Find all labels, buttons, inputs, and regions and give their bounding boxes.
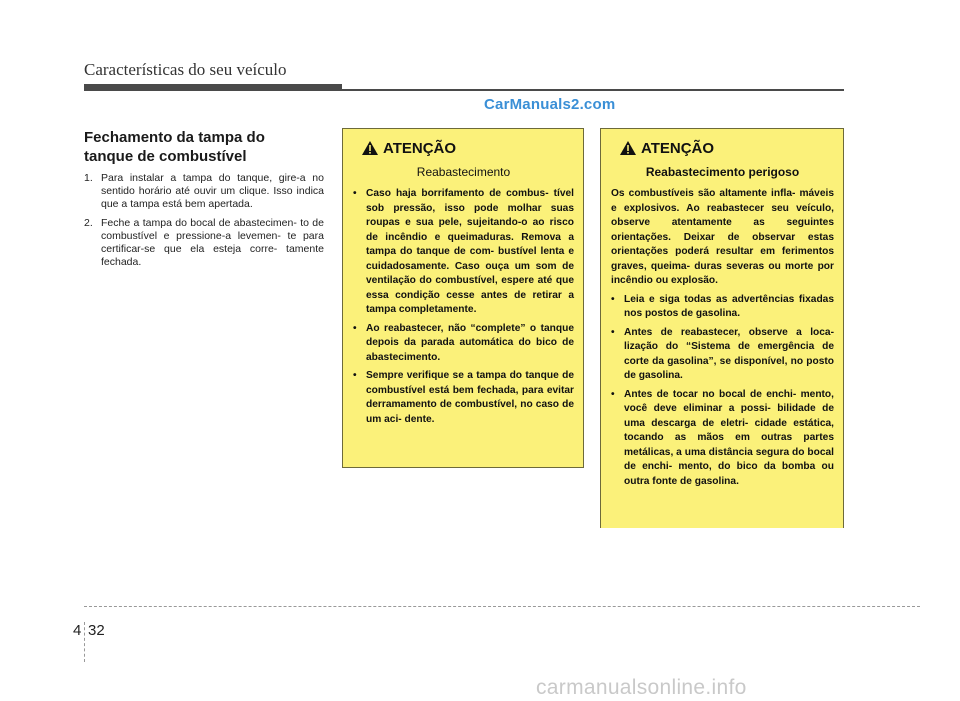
list-item — [84, 217, 324, 269]
warning-subtitle: Reabastecimento perigoso — [645, 165, 800, 179]
list-item: • Caso haja borrifamento de combus- tível sob pressão, isso pode molhar suas roupas e sua pele, sujeitando-o ao risco de incêndio e queimaduras. Remova a tampa do tanque de com- bustível lenta e cuidadosamente. Caso ouça um som de ventilação do combustível, espere até que essa condição cesse antes de retirar a tampa completamente. — [353, 187, 574, 318]
warning-header — [361, 137, 574, 159]
list-item: • Sempre verifique se a tampa do tanque de combustível está bem fechada, para evitar derramamento de combustível, no caso de um aci- dente. — [353, 369, 574, 427]
list-item: • Antes de tocar no bocal de enchi- mento, você deve eliminar a possi- bilidade de uma descarga de eletri- cidade estática, tocando as mãos em outras partes metálicas, a uma distância segura do bocal de enchi- mento, do bico da bomba ou outra fonte de gasolina. — [611, 388, 834, 490]
warning-bullets — [611, 293, 834, 490]
warning-header — [619, 137, 834, 159]
watermark-bottom: carmanualsonline.info — [536, 676, 747, 699]
warning-box-refueling — [342, 128, 584, 468]
warning-box-dangerous-refueling — [600, 128, 844, 528]
list-item — [84, 172, 324, 211]
list-item: • Ao reabastecer, não “complete” o tanque depois da parada automática do bico de abastecimento. — [353, 322, 574, 366]
warning-subtitle: Reabastecimento — [416, 165, 511, 179]
warning-title: ATENÇÃO — [383, 139, 457, 157]
warning-bullets — [353, 187, 574, 427]
header-title: Características do seu veículo — [84, 60, 287, 79]
watermark-top: CarManuals2.com — [484, 96, 616, 113]
warning-intro: Os combustíveis são altamente infla- máveis e explosivos. Ao reabastecer seu veículo, observe atentamente as seguintes orientações. Deixar de observar estas orientações poderá resultar em ferimentos graves, queima- duras severas ou morte por incêndio ou explosão. — [611, 188, 834, 286]
list-item: • Leia e siga todas as advertências fixadas nos postos de gasolina. — [611, 293, 834, 322]
section-title: Fechamento da tampa do tanque de combustível — [84, 129, 265, 165]
header-bar — [84, 84, 342, 91]
steps-list — [84, 172, 324, 275]
warning-title: ATENÇÃO — [641, 139, 715, 157]
header-rule — [342, 89, 844, 91]
warning-triangle-icon — [619, 140, 637, 156]
footer-vertical-divider — [84, 622, 85, 662]
step-text: Feche a tampa do bocal de abastecimen- to de combustível e pressione-a levemen- te para certificar-se que ela esteja corre- tamente fechada. — [101, 217, 324, 268]
step-number: 2. — [84, 217, 93, 229]
footer-divider — [84, 606, 920, 607]
page-section-number: 4 — [73, 622, 82, 639]
step-text: Para instalar a tampa do tanque, gire-a no sentido horário até ouvir um clique. Isso indica que a tampa está bem apertada. — [101, 172, 324, 210]
step-number: 1. — [84, 172, 93, 184]
warning-triangle-icon — [361, 140, 379, 156]
page-number: 32 — [88, 622, 105, 639]
list-item: • Antes de reabastecer, observe a loca- lização do “Sistema de emergência de corte da gasolina”, se disponível, no posto de gasolina. — [611, 326, 834, 384]
